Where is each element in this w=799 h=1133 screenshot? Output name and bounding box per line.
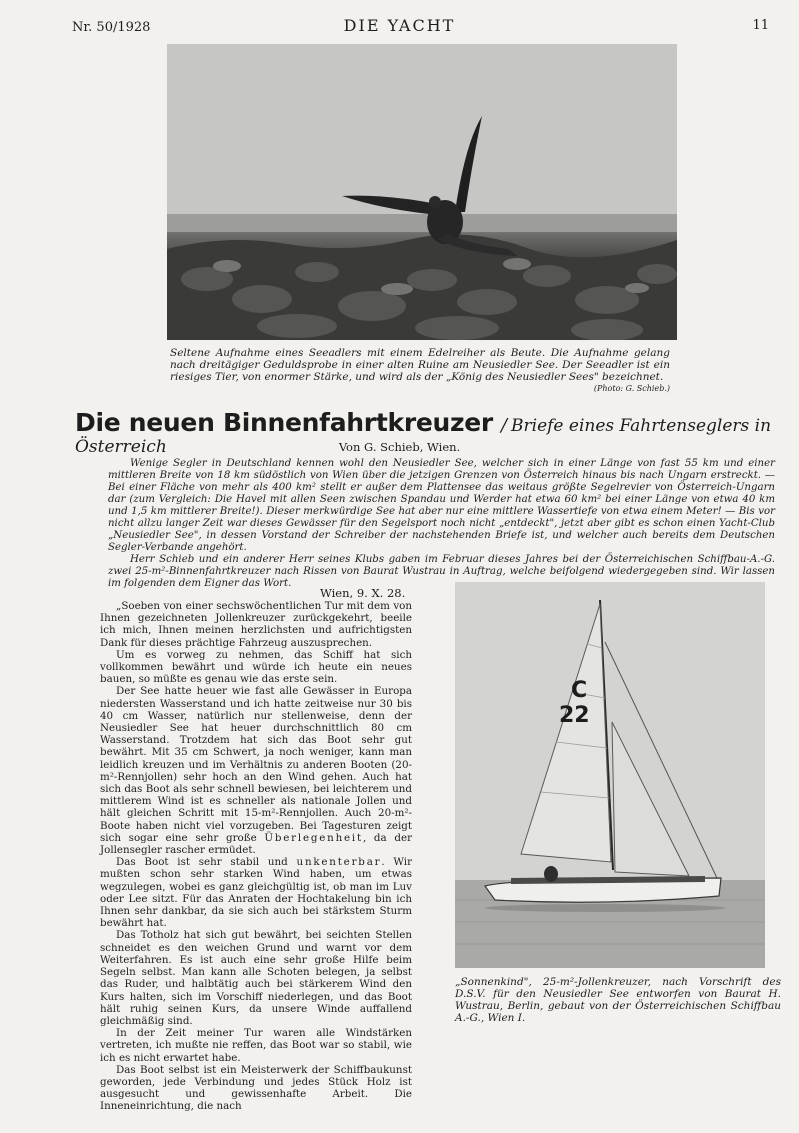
eagle-caption-text: Seltene Aufnahme eines Seeadlers mit einem Edelreiher als Beute. Die Aufnahme gelang nach dreitägiger Geduldsprobe in einer alten Ruine am Neusiedler See. Der Seeadler ist ein riesiges Tier, von enormer Stärke, und wird als der „König des Neusiedler Sees" bezeichnet. (170, 347, 670, 383)
issue-number: Nr. 50/1928 (72, 20, 151, 35)
letter-date: Wien, 9. X. 28. (320, 586, 406, 600)
sail-number-line: C (571, 678, 588, 703)
body-paragraph: Das Boot selbst ist ein Meisterwerk der Schiffbaukunst geworden, jede Verbindung und jedes Stück Holz ist ausgesucht und gewissenhafte Arbeit. Die Inneneinrichtung, die nach (100, 1063, 412, 1113)
title-separator: / (500, 415, 508, 436)
article-title: Die neuen Binnenfahrtkreuzer (75, 408, 493, 437)
eagle-photo-credit: (Photo: G. Schieb.) (593, 384, 670, 393)
page-header (0, 16, 799, 38)
sailboat-photo-caption: „Sonnenkind", 25-m²-Jollenkreuzer, nach Vorschrift des D.S.V. für den Neusiedler See entworfen von Baurat H. Wustrau, Berlin, gebaut von der Österreichischen Schiffbau A.-G., Wien I. (455, 976, 781, 1024)
sail-number-line: 22 (559, 703, 590, 728)
body-paragraph (100, 685, 412, 856)
body-text: Der See hatte heuer wie fast alle Gewässer in Europa niedersten Wasserstand und ich hatte zeitweise nur 30 bis 40 cm Wasser, natürlich nur stellenweise, denn der Neusiedler See hat heuer durchschnittlich 80 cm Wasserstand. Trotzdem hat sich das Boot sehr gut bewährt. Mit 35 cm Schwert, ja noch weniger, kann man leidlich kreuzen und im Verhältnis zu anderen Booten (20-m²-Rennjollen) sehr hoch an den Wind gehen. Auch hat sich das Boot als sehr schnell bewiesen, bei leichterem und mittlerem Wind ist es schneller als nationale Jollen und hält gleichen Schritt mit 15-m²-Rennjollen. Auch 20-m²-Boote haben nicht viel vorzugeben. Bei Tagesturen zeigt sich sogar eine sehr große (100, 685, 412, 844)
emphasized-word: unkenterbar (296, 856, 382, 869)
magazine-title: DIE YACHT (343, 16, 456, 35)
article-body-column (100, 600, 412, 1113)
body-paragraph (100, 856, 412, 929)
emphasized-word: Überlegenheit (264, 831, 363, 844)
body-paragraph: In der Zeit meiner Tur waren alle Windstärken vertreten, ich mußte nie reffen, das Boot war so stabil, wie ich es nicht erwartet habe. (100, 1027, 412, 1064)
page-number: 11 (752, 18, 769, 33)
body-text: , da der Jollensegler rascher ermüdet. (100, 831, 412, 857)
body-text: Das Boot ist sehr stabil und (116, 856, 288, 869)
body-paragraph: „Soeben von einer sechswöchentlichen Tur mit dem von Ihnen gezeichneten Jollenkreuzer zurückgekehrt, beeile ich mich, Ihnen meinen herzlichsten und aufrichtigsten Dank für dieses prächtige Fahrzeug auszusprechen. (100, 600, 412, 649)
article-intro (108, 458, 775, 590)
sailboat-photo (455, 582, 765, 968)
body-paragraph: Um es vorweg zu nehmen, das Schiff hat sich vollkommen bewährt und würde ich heute ein neues bauen, so müßte es genau wie das erste sein. (100, 648, 412, 686)
intro-paragraph: Herr Schieb und ein anderer Herr seines Klubs gaben im Februar dieses Jahres bei der Österreichischen Schiffbau-A.-G. zwei 25-m²-Binnenfahrtkreuzer nach Rissen von Baurat Wustrau in Auftrag, welche beifolgend wiedergegeben sind. Wir lassen im folgenden dem Eigner das Wort. (108, 554, 775, 589)
body-text: . Wir mußten schon sehr starken Wind haben, um etwas wegzulegen, wobei es ganz gleichgültig ist, ob man im Luv oder Lee sitzt. Für das Anraten der Hochtakelung bin ich Ihnen sehr dankbar, da sie sich auch bei stärkstem Sturm bewährt hat. (100, 856, 412, 930)
article-byline: Von G. Schieb, Wien. (338, 440, 461, 454)
eagle-photo-caption (170, 347, 670, 395)
eagle-photo (167, 44, 677, 340)
article-subtitle: Briefe eines Fahrtenseglers in Österreich (75, 416, 772, 457)
body-paragraph: Das Totholz hat sich gut bewährt, bei seichten Stellen schneidet es den weichen Grund und warnt vor dem Weiterfahren. Es ist auch eine sehr große Hilfe beim Segeln selbst. Man kann alle Schoten belegen, ja selbst das Ruder, und halbtätig auch bei stärkerem Wind den Kurs halten, sich im Vorschiff niederlegen, und das Boot hält ruhig seinen Kurs, da unsere Winde auffallend gleichmäßig sind. (100, 929, 412, 1027)
eagle-photo-illustration (167, 44, 677, 340)
intro-paragraph: Wenige Segler in Deutschland kennen wohl den Neusiedler See, welcher sich in einer Länge von fast 55 km und einer mittleren Breite von 18 km südöstlich von Wien über die jetzigen Grenzen von Österreich hinaus bis nach Ungarn erstreckt. — Bei einer Fläche von mehr als 400 km² stellt er außer dem Plattensee das weitaus größte Segelrevier von Österreich-Ungarn dar (zum Vergleich: Die Havel mit allen Seen zwischen Spandau und Werder hat etwa 60 km² bei einer Länge von etwa 40 km und 1,5 km mittlerer Breite!). Dieser merkwürdige See hat aber nur eine mittlere Wassertiefe von etwa einem Meter! — Bis vor nicht allzu langer Zeit war dieses Gewässer für den Segelsport noch nicht „entdeckt", jetzt aber gibt es schon einen Yacht-Club „Neusiedler See", in dessen Vorstand der Schreiber der nachstehenden Briefe ist, und welcher auch bereits dem Deutschen Segler-Verbande angehört. (108, 458, 775, 553)
sailboat-photo-illustration (455, 582, 765, 968)
